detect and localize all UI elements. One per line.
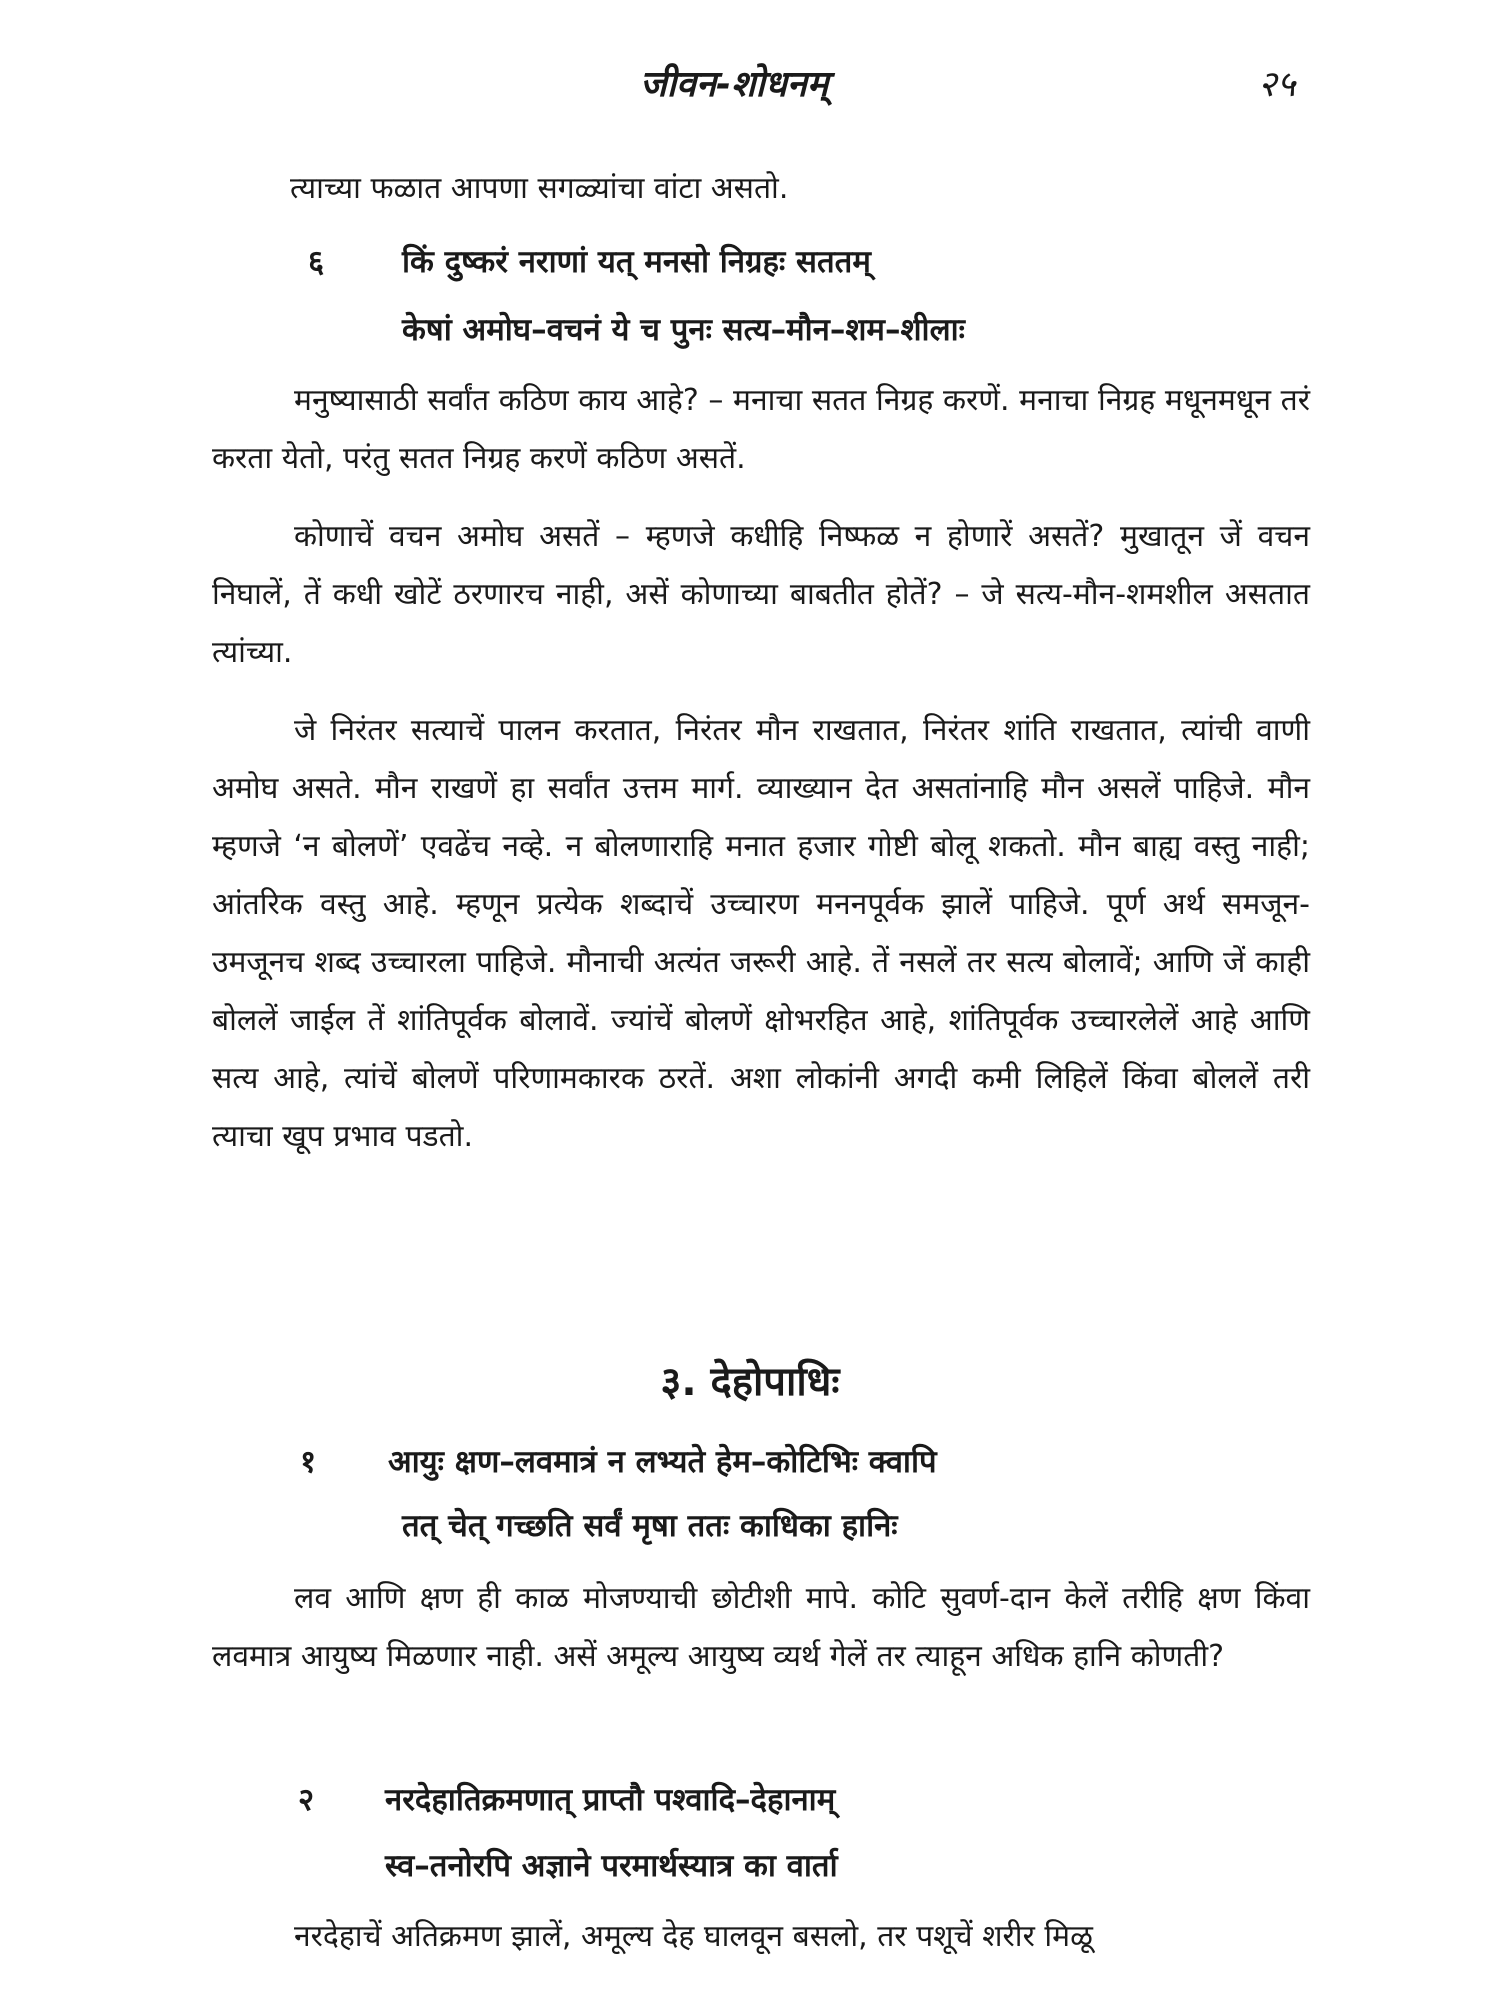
paragraph [212, 702, 1310, 1166]
verse-line: किं दुष्करं नराणां यत् मनसो निग्रहः सततम् [402, 244, 871, 280]
verse-number: २ [298, 1782, 315, 1818]
running-title: जीवन-शोधनम् [640, 64, 829, 105]
verse-line: स्व–तनोरपि अज्ञाने परमार्थस्यात्र का वार्ता [385, 1848, 838, 1884]
verse-line: तत् चेत् गच्छति सर्वं मृषा ततः काधिका हानिः [402, 1508, 898, 1544]
verse-line: नरदेहातिक्रमणात् प्राप्तौ पश्वादि–देहानाम् [385, 1782, 836, 1818]
paragraph-text: जे निरंतर सत्याचें पालन करतात, निरंतर मौन राखतात, निरंतर शांति राखतात, त्यांची वाणी अमोघ असते. मौन राखणें हा सर्वांत उत्तम मार्ग. व्याख्यान देत असतांनाहि मौन असलें पाहिजे. मौन म्हणजे ‘न बोलणें’ एवढेंच नव्हे. न बोलणाराहि मनात हजार गोष्टी बोलू शकतो. मौन बाह्य वस्तु नाही; आंतरिक वस्तु आहे. म्हणून प्रत्येक शब्दाचें उच्चारण मननपूर्वक झालें पाहिजे. पूर्ण अर्थ समजून-उमजूनच शब्द उच्चारला पाहिजे. मौनाची अत्यंत जरूरी आहे. तें नसलें तर सत्य बोलावें; आणि जें काही बोललें जाईल तें शांतिपूर्वक बोलावें. ज्यांचें बोलणें क्षोभरहित आहे, शांतिपूर्वक उच्चारलेलें आहे आणि सत्य आहे, त्यांचें बोलणें परिणामकारक ठरतें. अशा लोकांनी अगदी कमी लिहिलें किंवा बोललें तरी त्याचा खूप प्रभाव पडतो. [212, 713, 1310, 1154]
section-heading: ३. देहोपाधिः [660, 1359, 840, 1405]
running-head [0, 58, 1500, 118]
verse-line: आयुः क्षण–लवमात्रं न लभ्यते हेम–कोटिभिः क्वापि [388, 1444, 937, 1480]
verse-number: १ [300, 1444, 317, 1480]
paragraph [212, 1908, 1310, 1966]
paragraph-continuation [290, 160, 1310, 218]
paragraph-text: नरदेहाचें अतिक्रमण झालें, अमूल्य देह घालवून बसलो, तर पशूचें शरीर मिळू [294, 1919, 1093, 1954]
paragraph [212, 508, 1310, 682]
page-number: २५ [1258, 64, 1296, 105]
paragraph [212, 1570, 1310, 1686]
paragraph-text: त्याच्या फळात आपणा सगळ्यांचा वांटा असतो. [290, 171, 789, 206]
paragraph-text: मनुष्यासाठी सर्वांत कठिण काय आहे? – मनाचा सतत निग्रह करणें. मनाचा निग्रह मधूनमधून तरं करता येतो, परंतु सतत निग्रह करणें कठिण असतें. [212, 383, 1310, 476]
verse-number: ६ [308, 244, 325, 280]
paragraph [212, 372, 1310, 488]
paragraph-text: लव आणि क्षण ही काळ मोजण्याची छोटीशी मापे. कोटि सुवर्ण-दान केलें तरीहि क्षण किंवा लवमात्र आयुष्य मिळणार नाही. असें अमूल्य आयुष्य व्यर्थ गेलें तर त्याहून अधिक हानि कोणती? [212, 1581, 1310, 1674]
verse-line: केषां अमोघ–वचनं ये च पुनः सत्य–मौन–शम–शीलाः [402, 312, 965, 348]
paragraph-text: कोणाचें वचन अमोघ असतें – म्हणजे कधीहि निष्फळ न होणारें असतें? मुखातून जें वचन निघालें, तें कधी खोटें ठरणारच नाही, असें कोणाच्या बाबतीत होतें? – जे सत्य-मौन-शमशील असतात त्यांच्या. [212, 519, 1310, 670]
